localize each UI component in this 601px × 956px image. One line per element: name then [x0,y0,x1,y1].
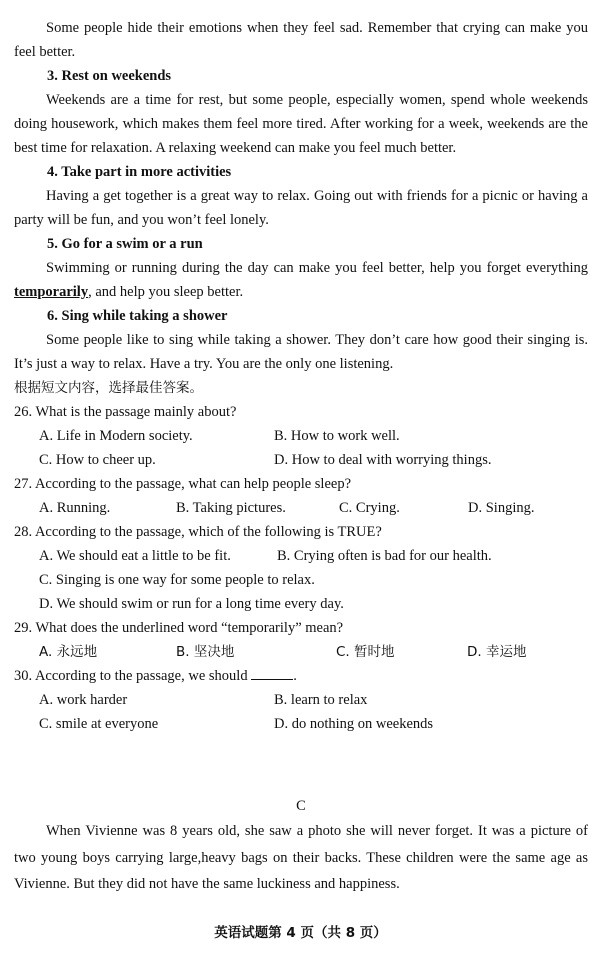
option-28-d[interactable]: D. We should swim or run for a long time every day. [39,596,344,612]
tip-text-5-after: , and help you sleep better. [88,284,244,300]
option-26-c[interactable]: C. How to cheer up. [39,452,156,468]
question-30-text: 30. According to the passage, we should [14,668,252,684]
option-26-d[interactable]: D. How to deal with worrying things. [274,452,492,468]
option-28-c[interactable]: C. Singing is one way for some people to relax. [39,572,315,588]
intro-paragraph: Some people hide their emotions when they feel sad. Remember that crying can make you feel better. [14,20,588,60]
options-26-row1 [14,424,588,448]
option-27-d[interactable]: D. Singing. [468,500,535,516]
option-29-d[interactable]: D. 幸运地 [467,644,527,660]
options-28-row3 [14,592,588,616]
instruction: 根据短文内容，选择最佳答案。 [14,380,203,396]
options-29 [14,640,588,664]
question-26: 26. What is the passage mainly about? [14,404,237,420]
question-29: 29. What does the underlined word “temporarily” mean? [14,620,344,636]
tip-text-4: Having a get together is a great way to relax. Going out with friends for a picnic or having a party will be fun, and you won’t feel lonely. [14,188,588,228]
options-27 [14,496,588,520]
options-28-row2 [14,568,588,592]
tip-heading-5: 5. Go for a swim or a run [47,236,203,252]
tip-heading-6: 6. Sing while taking a shower [47,308,228,324]
option-30-a[interactable]: A. work harder [39,692,128,708]
option-27-a[interactable]: A. Running. [39,500,111,516]
option-29-b[interactable]: B. 坚决地 [176,644,235,660]
tip-text-3: Weekends are a time for rest, but some people, especially women, spend whole weekends doing housework, which makes them feel more tired. After working for a week, weekends are the best time for relaxation. A relaxing weekend can make you feel much better. [14,92,588,156]
tip-heading-4: 4. Take part in more activities [47,164,232,180]
options-30-row2 [14,712,588,736]
tip-text-5 [14,256,588,304]
section-label: C [296,798,306,814]
option-29-a[interactable]: A. 永远地 [39,644,98,660]
options-26-row2 [14,448,588,472]
options-28-row1 [14,544,588,568]
question-30 [14,664,588,688]
page-footer: 英语试题第 4 页（共 8 页） [214,925,387,941]
question-27: 27. According to the passage, what can help people sleep? [14,476,352,492]
option-29-c[interactable]: C. 暂时地 [336,644,395,660]
option-27-c[interactable]: C. Crying. [339,500,400,516]
option-30-d[interactable]: D. do nothing on weekends [274,716,434,732]
option-28-a[interactable]: A. We should eat a little to be fit. [39,548,231,564]
exam-page [14,16,588,892]
options-30-row1 [14,688,588,712]
passage-c-text: When Vivienne was 8 years old, she saw a photo she will never forget. It was a picture of two young boys carrying large,heavy bags on their backs. These children were the same age as Vivienne. But they did not have the same luckiness and happiness. [14,823,588,892]
option-26-b[interactable]: B. How to work well. [274,428,400,444]
option-26-a[interactable]: A. Life in Modern society. [39,428,193,444]
question-28: 28. According to the passage, which of the following is TRUE? [14,524,382,540]
tip-text-6: Some people like to sing while taking a shower. They don’t care how good their singing is. It’s just a way to relax. Have a try. You are the only one listening. [14,332,588,372]
underlined-word: temporarily [14,284,89,300]
question-30-end: . [293,668,297,684]
tip-text-5-before: Swimming or running during the day can make you feel better, help you forget everything [46,260,588,276]
option-27-b[interactable]: B. Taking pictures. [176,500,286,516]
answer-blank [251,665,293,680]
option-30-b[interactable]: B. learn to relax [274,692,368,708]
option-30-c[interactable]: C. smile at everyone [39,716,159,732]
passage-c [14,818,588,898]
tip-heading-3: 3. Rest on weekends [47,68,172,84]
option-28-b[interactable]: B. Crying often is bad for our health. [277,548,492,564]
